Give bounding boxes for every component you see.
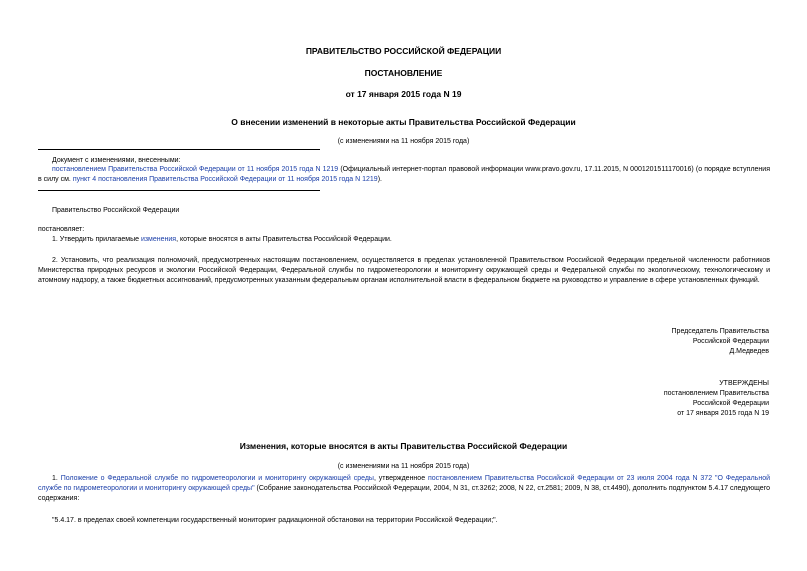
government-heading: ПРАВИТЕЛЬСТВО РОССИЙСКОЙ ФЕДЕРАЦИИ bbox=[305, 46, 502, 56]
signature-name: Д.Медведев bbox=[729, 348, 769, 355]
changes-paragraph bbox=[38, 165, 770, 185]
government-line: Правительство Российской Федерации bbox=[52, 207, 180, 214]
changes-note: (с изменениями на 11 ноября 2015 года) bbox=[337, 138, 470, 145]
document-date-number: от 17 января 2015 года N 19 bbox=[345, 89, 462, 99]
resolution-372-link[interactable]: постановлением Правительства Российской Федерации от 23 июля 2004 года N 372 "О Федеральной службе по гидрометеорологии и мониторингу окружающей среды" bbox=[38, 475, 770, 492]
annex-quote: "5.4.17. в пределах своей компетенции государственный мониторинг радиационной обстановки на территории Российской Федерации;". bbox=[52, 517, 498, 524]
paragraph-1-text-b: , которые вносятся в акты Правительства Российской Федерации. bbox=[176, 236, 392, 243]
annex-item-1-text-2: (Собрание законодательства Российской Федерации, 2004, N 31, ст.3262; 2008, N 22, ст.2581; 2009, N 38, ст.4490), дополнить подпунктом 5.4.17 следующего содержания: bbox=[38, 485, 770, 502]
changes-text-2: ). bbox=[377, 176, 382, 183]
signature-org: Российской Федерации bbox=[692, 338, 769, 345]
annex-item-1 bbox=[38, 474, 770, 504]
signature-block bbox=[560, 327, 769, 357]
annex-item-1-number: 1. bbox=[52, 475, 61, 482]
approved-org: Российской Федерации bbox=[692, 400, 769, 407]
paragraph-1 bbox=[52, 236, 392, 243]
document-type: ПОСТАНОВЛЕНИЕ bbox=[364, 68, 443, 78]
signature-position: Председатель Правительства bbox=[671, 328, 769, 335]
annex-item-1-text-1: , утвержденное bbox=[373, 475, 428, 482]
changes-text-1: (Официальный интернет-портал правовой информации www.pravo.gov.ru, 17.11.2015, N 0001201511170016) (о порядке вступления в силу см. bbox=[38, 166, 770, 183]
approved-date: от 17 января 2015 года N 19 bbox=[677, 410, 769, 417]
paragraph-1-text-a: 1. Утвердить прилагаемые bbox=[52, 236, 141, 243]
approved-by: постановлением Правительства bbox=[663, 390, 769, 397]
approved-block bbox=[560, 379, 769, 419]
annex-changes-note: (с изменениями на 11 ноября 2015 года) bbox=[337, 463, 470, 470]
regulation-link[interactable]: Положение о Федеральной службе по гидрометеорологии и мониторингу окружающей среды bbox=[60, 475, 374, 482]
decides-line: постановляет: bbox=[38, 226, 85, 233]
document-title: О внесении изменений в некоторые акты Правительства Российской Федерации bbox=[231, 117, 576, 127]
amendment-link-1219[interactable]: постановлением Правительства Российской Федерации от 11 ноября 2015 года N 1219 bbox=[52, 166, 339, 173]
approved-title: УТВЕРЖДЕНЫ bbox=[719, 380, 769, 387]
paragraph-2: 2. Установить, что реализация полномочий, предусмотренных настоящим постановлением, осуществляется в пределах установленной Правительством Российской Федерации предельной численности работников Министерства природных ресурсов и экологии Российской Федерации, Федеральной службы по гидрометеорологии и мониторингу окружающей среды и Федеральной службы по экологическому, технологическому и атомному надзору, а также бюджетных ассигнований, предусмотренных указанным федеральным органам исполнительной власти в федеральном бюджете на руководство и управление в сфере установленных функций. bbox=[38, 257, 770, 284]
changes-link[interactable]: изменения bbox=[140, 236, 177, 243]
top-divider bbox=[38, 149, 320, 150]
changes-intro: Документ с изменениями, внесенными: bbox=[52, 157, 181, 164]
amendment-link-point4[interactable]: пункт 4 постановления Правительства Российской Федерации от 11 ноября 2015 года N 1219 bbox=[72, 176, 378, 183]
annex-title: Изменения, которые вносятся в акты Правительства Российской Федерации bbox=[239, 441, 568, 451]
bottom-divider bbox=[38, 190, 320, 191]
